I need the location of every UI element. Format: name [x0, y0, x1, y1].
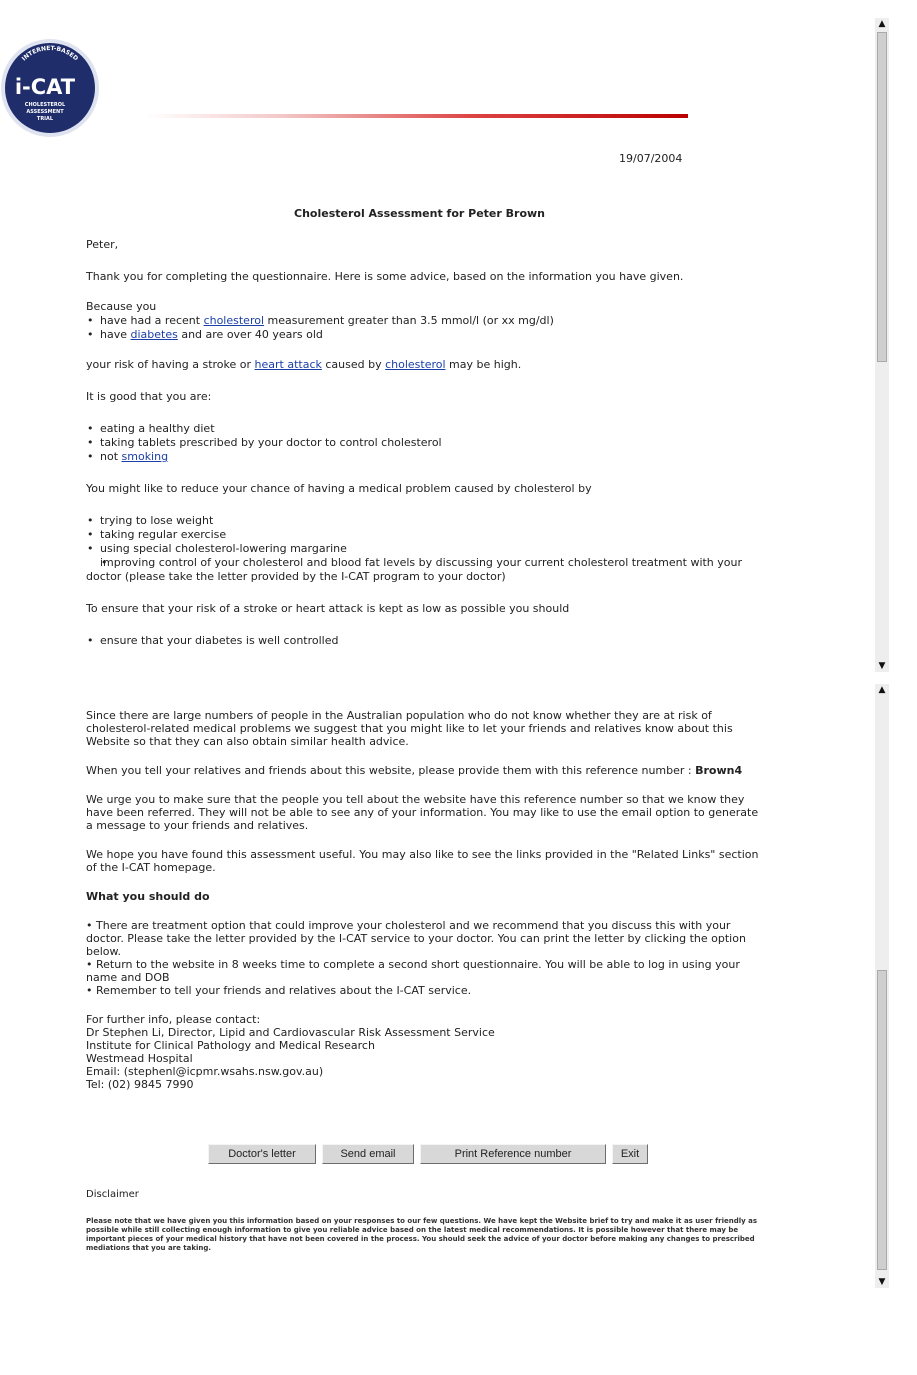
smoking-link[interactable]: smoking: [121, 450, 169, 463]
what-to-do-heading: What you should do: [86, 890, 210, 903]
scrollbar-bottom[interactable]: [875, 684, 889, 1288]
ensure-intro: To ensure that your risk of a stroke or heart attack is kept as low as possible you should: [86, 602, 570, 615]
ensure-list: [86, 634, 766, 648]
contact-line: Institute for Clinical Pathology and Medical Research: [86, 1039, 375, 1052]
cholesterol-link[interactable]: cholesterol: [203, 314, 265, 327]
diabetes-link[interactable]: diabetes: [130, 328, 178, 341]
good-habits-list: [86, 422, 766, 464]
assessment-letter: [86, 238, 766, 648]
contact-block: [86, 1013, 766, 1091]
reference-paragraph: When you tell your relatives and friends about this website, please provide them with this reference number : Brown4: [86, 764, 743, 777]
contact-phone: Tel: (02) 9845 7990: [86, 1078, 194, 1091]
intro-text: Thank you for completing the questionnaire. Here is some advice, based on the information you have given.: [86, 270, 684, 283]
logo-arc-text: INTERNET-BASED: [20, 44, 80, 63]
urge-paragraph: We urge you to make sure that the people you tell about the website have this reference number so that we know they have been referred. They will not be able to see any of your information. You may like to use the email option to generate a message to your friends and relatives.: [86, 793, 759, 832]
list-item: • taking tablets prescribed by your doctor to control cholesterol: [86, 436, 766, 450]
reduce-list: [86, 514, 766, 584]
list-item: • using special cholesterol-lowering margarine: [86, 542, 766, 556]
contact-line: Westmead Hospital: [86, 1052, 193, 1065]
list-item: • trying to lose weight: [86, 514, 766, 528]
send-email-button[interactable]: Send email: [322, 1144, 414, 1164]
list-item: • not smoking: [86, 450, 766, 464]
list-item: • eating a healthy diet: [86, 422, 766, 436]
scroll-up-icon[interactable]: ▲: [878, 19, 886, 29]
scroll-up-icon[interactable]: ▲: [878, 685, 886, 695]
logo-main-text: i-CAT: [14, 75, 76, 99]
heart-attack-link[interactable]: heart attack: [254, 358, 322, 371]
list-item: • ensure that your diabetes is well controlled: [86, 634, 766, 648]
reduce-intro: You might like to reduce your chance of having a medical problem caused by cholesterol by: [86, 482, 592, 495]
logo-line1: CHOLESTEROL: [24, 102, 66, 108]
list-item: • There are treatment option that could improve your cholesterol and we recommend that you discuss this with your doctor. Please take the letter provided by the I-CAT service to your doctor. You can print the letter by clicking the option below.: [86, 919, 766, 958]
risk-statement: your risk of having a stroke or heart attack caused by cholesterol may be high.: [86, 358, 522, 371]
risk-factor-list: [86, 314, 766, 342]
scrollbar-thumb[interactable]: [877, 32, 887, 362]
exit-button[interactable]: Exit: [612, 1144, 648, 1164]
list-item: • taking regular exercise: [86, 528, 766, 542]
doctors-letter-button[interactable]: Doctor's letter: [208, 1144, 316, 1164]
contact-line: Dr Stephen Li, Director, Lipid and Cardiovascular Risk Assessment Service: [86, 1026, 495, 1039]
scroll-down-icon[interactable]: ▼: [878, 1277, 886, 1287]
letter-date: 19/07/2004: [619, 152, 683, 165]
disclaimer-heading: Disclaimer: [86, 1189, 139, 1200]
disclaimer-text: Please note that we have given you this information based on your responses to our few questions. We have kept the Website brief to try and make it as user friendly as possible while still collecting enough information to give you reliable advice based on the latest medical recommendations. It is possible however that there may be important pieces of your medical history that have not been covered in the process. You should seek the advice of your doctor before making any changes to prescribed mediations that you are taking.: [86, 1217, 757, 1252]
header-divider: [145, 114, 688, 118]
print-reference-button[interactable]: Print Reference number: [420, 1144, 606, 1164]
cholesterol-link-2[interactable]: cholesterol: [385, 358, 446, 371]
referral-section: [86, 709, 766, 1091]
page-title: Cholesterol Assessment for Peter Brown: [294, 207, 545, 220]
list-item: • Return to the website in 8 weeks time to complete a second short questionnaire. You will be able to log in using your name and DOB: [86, 958, 766, 984]
todo-list: [86, 919, 766, 997]
scroll-down-icon[interactable]: ▼: [878, 661, 886, 671]
good-intro: It is good that you are:: [86, 390, 212, 403]
icat-logo: [0, 36, 100, 140]
because-label: Because you: [86, 300, 157, 313]
list-item: • have diabetes and are over 40 years old: [86, 328, 766, 342]
list-item: • improving control of your cholesterol and blood fat levels by discussing your current cholesterol treatment with your doctor (please take the letter provided by the I-CAT program to your doctor): [86, 556, 766, 584]
useful-paragraph: We hope you have found this assessment useful. You may also like to see the links provided in the "Related Links" section of the I-CAT homepage.: [86, 848, 759, 874]
scrollbar-thumb[interactable]: [877, 970, 887, 1270]
greeting: Peter,: [86, 238, 119, 251]
logo-line2: ASSESSMENT: [26, 109, 64, 115]
contact-line: For further info, please contact:: [86, 1013, 261, 1026]
contact-email: Email: (stephenl@icpmr.wsahs.nsw.gov.au): [86, 1065, 324, 1078]
list-item: • have had a recent cholesterol measurement greater than 3.5 mmol/l (or xx mg/dl): [86, 314, 766, 328]
referral-paragraph: Since there are large numbers of people in the Australian population who do not know whether they are at risk of cholesterol-related medical problems we suggest that you might like to let your friends and relatives know about this Website so that they can also obtain similar health advice.: [86, 709, 733, 748]
logo-line3: TRIAL: [36, 116, 54, 122]
action-buttons: [208, 1144, 648, 1164]
list-item: • Remember to tell your friends and relatives about the I-CAT service.: [86, 984, 766, 997]
reference-number: Brown4: [695, 764, 743, 777]
scrollbar-top[interactable]: [875, 18, 889, 672]
